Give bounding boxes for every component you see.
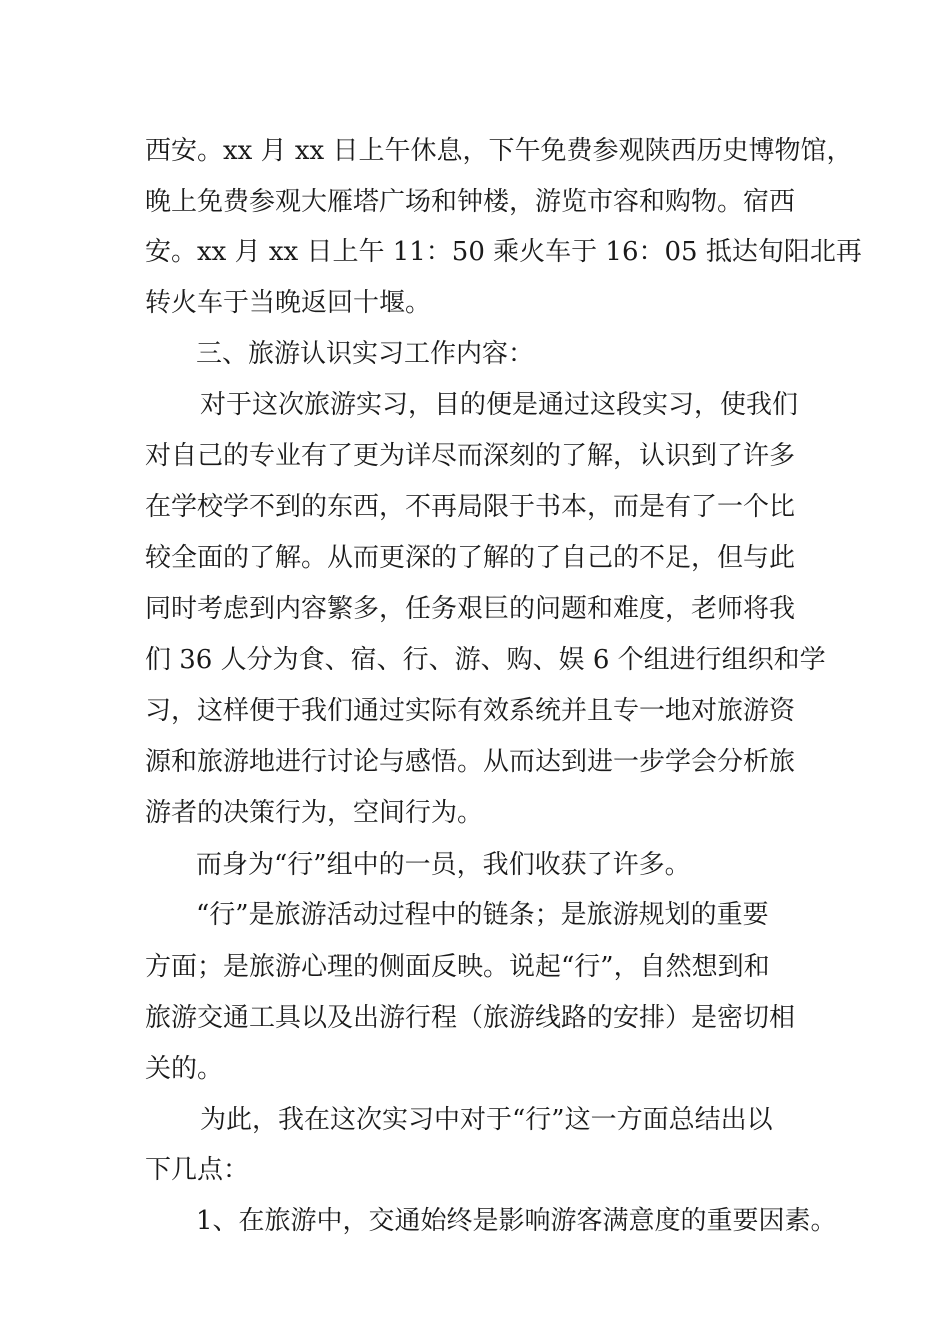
text-line: 旅游交通工具以及出游行程（旅游线路的安排）是密切相	[145, 1003, 796, 1033]
text-line: 方面；是旅游心理的侧面反映。说起“行”，自然想到和	[145, 952, 770, 982]
text-line: 为此，我在这次实习中对于“行”这一方面总结出以	[200, 1105, 773, 1135]
text-line: 习，这样便于我们通过实际有效系统并且专一地对旅游资	[145, 696, 796, 726]
text-line: 1、在旅游中，交通始终是影响游客满意度的重要因素。	[196, 1206, 837, 1236]
text-line: 游者的决策行为，空间行为。	[145, 798, 484, 828]
text-line: 同时考虑到内容繁多，任务艰巨的问题和难度，老师将我	[145, 594, 796, 624]
text-line: 转火车于当晚返回十堰。	[145, 288, 432, 318]
text-line: 们 36 人分为食、宿、行、游、购、娱 6 个组进行组织和学	[145, 645, 826, 675]
text-line: 在学校学不到的东西，不再局限于书本，而是有了一个比	[145, 492, 796, 522]
text-line: 关的。	[145, 1054, 224, 1084]
text-line: 晚上免费参观大雁塔广场和钟楼，游览市容和购物。宿西	[145, 187, 796, 217]
text-line: “行”是旅游活动过程中的链条；是旅游规划的重要	[196, 900, 769, 930]
text-line: 西安。xx 月 xx 日上午休息，下午免费参观陕西历史博物馆，	[145, 136, 853, 166]
section-heading: 三、旅游认识实习工作内容：	[196, 339, 535, 369]
text-line: 而身为“行”组中的一员，我们收获了许多。	[196, 850, 691, 880]
text-line: 对自己的专业有了更为详尽而深刻的了解，认识到了许多	[145, 441, 796, 471]
text-line: 对于这次旅游实习，目的便是通过这段实习，使我们	[200, 390, 799, 420]
text-line: 源和旅游地进行讨论与感悟。从而达到进一步学会分析旅	[145, 747, 796, 777]
text-line: 安。xx 月 xx 日上午 11：50 乘火车于 16：05 抵达旬阳北再	[145, 237, 862, 267]
text-line: 下几点：	[145, 1155, 250, 1185]
text-line: 较全面的了解。从而更深的了解的了自己的不足，但与此	[145, 543, 796, 573]
